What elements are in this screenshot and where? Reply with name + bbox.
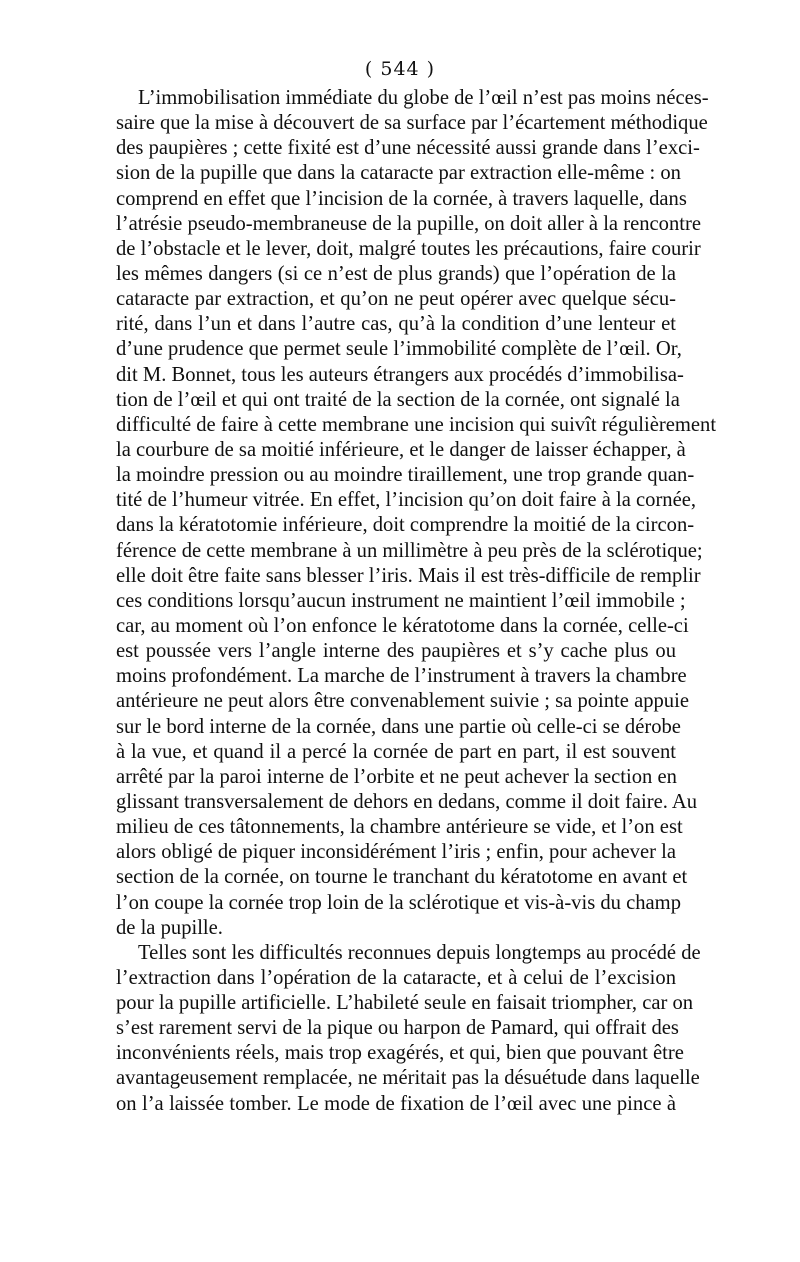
text-line: L’immobilisation immédiate du globe de l’œil n’est pas moins néces- [138,87,709,109]
text-line: les mêmes dangers (si ce n’est de plus grands) que l’opération de la [116,262,676,285]
text-line: dit M. Bonnet, tous les auteurs étrangers aux procédés d’immobilisa- [116,363,684,386]
text-line: rité, dans l’un et dans l’autre cas, qu’à la condition d’une lenteur et [116,313,676,336]
text-line: arrêté par la paroi interne de l’orbite et ne peut achever la section en [116,765,677,788]
text-line: elle doit être faite sans blesser l’iris. Mais il est très-difficile de remplir [116,564,701,587]
text-line: de l’obstacle et le lever, doit, malgré toutes les précautions, faire courir [116,237,701,260]
text-line: la courbure de sa moitié inférieure, et le danger de laisser échapper, à [116,438,686,461]
text-line: saire que la mise à découvert de sa surface par l’écartement méthodique [116,112,708,135]
text-line: sur le bord interne de la cornée, dans une partie où celle-ci se dérobe [116,715,681,738]
text-line: tion de l’œil et qui ont traité de la section de la cornée, ont signalé la [116,388,680,411]
text-line: section de la cornée, on tourne le tranchant du kératotome en avant et [116,866,688,889]
text-line: l’atrésie pseudo-membraneuse de la pupille, on doit aller à la rencontre [116,212,701,235]
text-line: férence de cette membrane à un millimètre à peu près de la sclérotique; [116,539,703,562]
text-line: glissant transversalement de dehors en dedans, comme il doit faire. Au [116,790,698,813]
text-line: ces conditions lorsqu’aucun instrument ne maintient l’œil immobile ; [116,589,686,612]
text-line: comprend en effet que l’incision de la cornée, à travers laquelle, dans [116,187,687,210]
text-line: dans la kératotomie inférieure, doit comprendre la moitié de la circon- [116,514,695,537]
text-line: d’une prudence que permet seule l’immobilité complète de l’œil. Or, [116,338,682,361]
page-number: ( 544 ) [364,58,436,80]
text-line: alors obligé de piquer inconsidérément l’iris ; enfin, pour achever la [116,841,676,864]
text-line: avantageusement remplacée, ne méritait pas la désuétude dans laquelle [116,1067,700,1090]
text-line: pour la pupille artificielle. L’habileté seule en faisait triompher, car on [116,992,694,1015]
text-line: sion de la pupille que dans la cataracte par extraction elle-même : on [116,162,681,185]
text-line: cataracte par extraction, et qu’on ne peut opérer avec quelque sécu- [116,288,676,311]
body-text [116,86,717,1117]
paragraph [116,86,717,941]
text-line: moins profondément. La marche de l’instrument à travers la chambre [116,665,687,688]
text-line: inconvénients réels, mais trop exagérés, et qui, bien que pouvant être [116,1042,684,1065]
text-line: Telles sont les difficultés reconnues depuis longtemps au procédé de [138,941,701,964]
text-line: difficulté de faire à cette membrane une incision qui suivît régulièrement [116,413,717,436]
text-line: est poussée vers l’angle interne des paupières et s’y cache plus ou [116,640,676,663]
text-line: s’est rarement servi de la pique ou harpon de Pamard, qui offrait des [116,1017,679,1040]
text-line: à la vue, et quand il a percé la cornée de part en part, il est souvent [116,740,676,763]
text-line: car, au moment où l’on enfonce le kératotome dans la cornée, celle-ci [116,614,689,637]
text-line: des paupières ; cette fixité est d’une nécessité aussi grande dans l’exci- [116,137,700,160]
text-line: on l’a laissée tomber. Le mode de fixation de l’œil avec une pince à [116,1092,676,1115]
paragraph [116,941,701,1117]
text-line: tité de l’humeur vitrée. En effet, l’incision qu’on doit faire à la cornée, [116,489,697,512]
text-line: la moindre pression ou au moindre tiraillement, une trop grande quan- [116,464,695,487]
text-line: l’extraction dans l’opération de la cataracte, et à celui de l’excision [116,966,676,989]
text-line: milieu de ces tâtonnements, la chambre antérieure se vide, et l’on est [116,816,683,839]
text-line: l’on coupe la cornée trop loin de la sclérotique et vis-à-vis du champ [116,891,681,914]
text-line: antérieure ne peut alors être convenablement suivie ; sa pointe appuie [116,690,689,713]
text-line: de la pupille. [116,916,223,939]
